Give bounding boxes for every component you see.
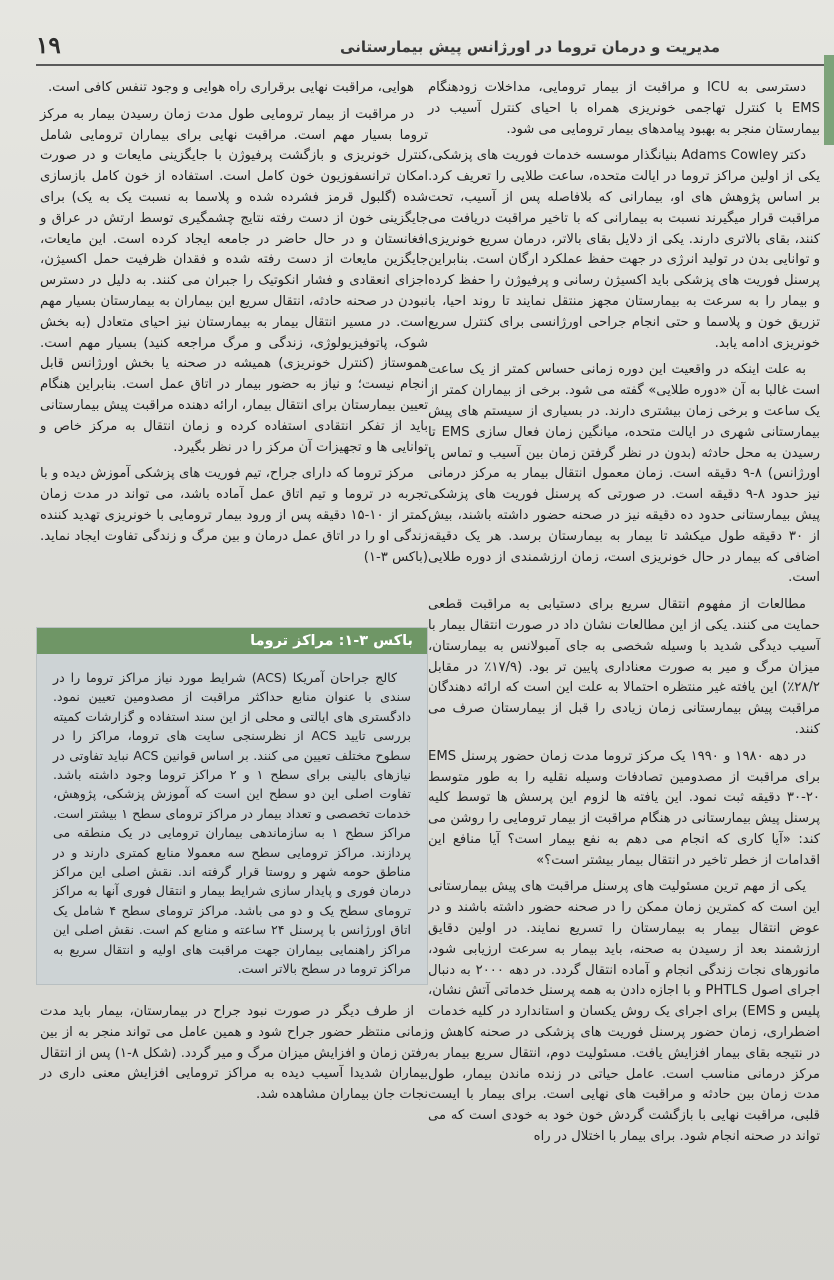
paragraph: یکی از مهم ترین مسئولیت های پرسنل مراقبت های پیش بیمارستانی این است که کمترین زمان ممکن را در صحنه حضور داشته باشند و در عوض انتقال بیمار به بیمارستان را تسریع نمایند. در اولین دقایق ارزشمند بعد از رسیدن به صحنه، باید بیمار به سرعت ارزیابی شود، مانورهای نجات زندگی انجام و آماده انتقال گردد. در دهه ۲۰۰۰ به دنبال اجرای اصول PHTLS و با اجازه دادن به همه پرسنل خدماتی آتش نشان، پلیس و EMS) برای اجرای یک روش یکسان و استاندارد در کلیه خدمات اضطراری، زمان حضور پرسنل فوریت های پزشکی در صحنه کاهش و در نتیجه بقای بیمار افزایش یافت. مسئولیت دوم، انتقال سریع بیمار به مرکز درمانی مناسب است. عامل حیاتی در زنده ماندن بیمار، طول مدت زمان بین حادثه و مراقبت های نهایی است. برای بیمار با ایست قلبی، مراقبت نهایی با بازگشت گردش خون خود به خودی است که می تواند در صحنه انجام شود. برای بیمار با اختلال در راه bbox=[428, 879, 820, 1145]
paragraph: در مراقبت از بیمار ترومایی طول مدت زمان رسیدن بیمار به مرکز تروما بسیار مهم است. مراقبت نهایی برای بیماران ترومایی شامل کنترل خونریزی و بازگشت پرفیوژن با جایگزینی مایعات و در صورت امکان ترانسفوزیون خون کامل است. استفاده از خون کامل بازسازی شده (گلبول قرمز فشرده شده و پلاسما به نسبت یک به یک) برای جایگزینی خون از دست رفته نتایج چشمگیری توسط ارتش در عراق و افغانستان و در حال حاضر در جامعه ایجاد کرده است. این مایعات، جایگزین مایعات از دست رفته شده و فقدان ظرفیت حمل اکسیژن، اجزای انعقادی و فشار انکوتیک را جبران می کنند. به دلیل در دسترس نبودن در صحنه حادثه، انتقال سریع این بیماران به بیمارستان بسیار مهم است. در مسیر انتقال بیمار به بیمارستان نیز احیای متعادل (به بخش شوک، پاتوفیزیولوژی، زندگی و مرگ مراجعه کنید) بسیار مهم است. هموستاز (کنترل خونریزی) همیشه در صحنه یا بخش اورژانس قابل انجام نیست؛ و نیاز به حضور بیمار در اتاق عمل است. بنابراین هنگام تعیین بیمارستان برای انتقال بیمار، ارائه دهنده مراقبت پیش بیمارستانی باید از تفکر انتقادی استفاده کرده و زمان انتقال به مرکز خاص و توانایی ها و تجهیزات آن مرکز را در نظر بگیرد. bbox=[40, 106, 428, 455]
box-title: باکس ۳-۱: مراکز تروما bbox=[37, 628, 427, 654]
left-column-bottom bbox=[40, 1002, 428, 1112]
paragraph: دکتر Adams Cowley بنیانگذار موسسه خدمات فوریت های پزشکی، یکی از اولین مراکز تروما در ایالت متحده، ساعت طلایی را تعریف کرد. بر اساس پژوهش های او، بیمارانی که بلافاصله پس از آسیب، تحت مراقبت قرار میگیرند نسبت به بیمارانی که با تاخیر مراقبت دریافت می کنند، بقای بالاتری دارند. یکی از دلایل بقای بالاتر، درمان سریع خونریزی و توانایی بدن در تولید انرژی در جهت حفظ عملکرد ارگان است. بنابراین پرسنل فوریت های پزشکی باید اکسیژن رسانی و پرفیوژن را حفظ کرده و بیمار را به سرعت به بیمارستان مجهز منتقل نمایند تا روند احیا، با تزریق خون و پلاسما و حتی انجام جراحی اورژانسی برای کنترل سریع خونریزی ادامه یابد. bbox=[428, 148, 820, 351]
box-paragraph: کالج جراحان آمریکا (ACS) شرایط مورد نیاز مراکز تروما را در سندی با عنوان منابع حداکثر مراقبت از مصدومین تعیین نمود. دادگستری های ایالتی و محلی از این سند استفاده و گزارشات کمیته بررسی تایید ACS از نظرسنجی سایت های تروما، مراکز را در سطوح مختلف تعیین می کنند. بر اساس قوانین ACS نباید تفاوتی در نیازهای بالینی برای سطح ۱ و ۲ مراکز تروما وجود داشته باشد. تفاوت اصلی این دو سطح این است که آموزش پزشکی، پژوهش، خدمات تخصصی و تعداد بیمار در مراکز ترومای سطح ۱ بیشتر است. مراکز سطح ۱ به سازماندهی بیماران ترومایی در یک منطقه می پردازند. مراکز ترومایی سطح سه معمولا منابع کمتری دارند و در مناطق حومه شهر و روستا قرار گرفته اند. نقش اصلی این مراکز درمان فوری و پایدار سازی شرایط بیمار و انتقال فوری آنها به مراکز ترومای سطح یک و دو می باشد. مراکز ترومای سطح ۴ شامل یک اتاق اورژانس با پرسنل ۲۴ ساعته و منابع کم است. نقش اصلی این مراکز راهنمایی بیماران جهت مراقبت های اولیه و انتقال سریع به مراکز تروما در سطح بالاتر است. bbox=[53, 670, 412, 977]
left-column-top bbox=[40, 78, 428, 574]
box-body bbox=[37, 654, 427, 987]
right-column bbox=[428, 78, 820, 1154]
paragraph: مرکز تروما که دارای جراح، تیم فوریت های پزشکی آموزش دیده و با تجربه در تروما و تیم اتاق عمل آماده باشد، می تواند در مدت زمان کمتر از ۱۰-۱۵ دقیقه پس از ورود بیمار ترومایی با خونریزی تهدید کننده زندگی او را در اتاق عمل درمان و بین مرگ و زندگی تفاوت ایجاد نماید. (باکس ۳-۱) bbox=[40, 466, 428, 565]
paragraph: دسترسی به ICU و مراقبت از بیمار ترومایی، مداخلات زودهنگام EMS با کنترل تهاجمی خونریزی همراه با احیای کنترل آسیب در بیمارستان منجر به بهبود پیامدهای بیمار ترومایی می شود. bbox=[428, 80, 820, 137]
paragraph: به علت اینکه در واقعیت این دوره زمانی حساس کمتر از یک ساعت است غالبا به آن «دوره طلایی» گفته می شود. برخی از بیماران کمتر از یک ساعت و برخی زمان بیشتری دارند. در بسیاری از سیستم های پیش بیمارستانی شهری در ایالت متحده، میانگین زمان فعال سازی EMS تا رسیدن به محل حادثه (بدون در نظر گرفتن زمان بین آسیب و تماس با اورژانس) ۸-۹ دقیقه است. زمان معمول انتقال بیمار به مرکز درمانی نیز حدود ۸-۹ دقیقه است. در صورتی که پرسنل فوریت های پزشکی پیش بیمارستانی حدود ده دقیقه نیز در صحنه حضور داشته باشند، بیش از ۳۰ دقیقه طول میکشد تا بیمار به بیمارستان برسد. هر یک دقیقه اضافی که بیمار در حال خونریزی است، زمان ارزشمندی از دوره طلایی است. bbox=[428, 362, 820, 586]
header-rule bbox=[36, 64, 830, 66]
paragraph: از طرف دیگر در صورت نبود جراح در بیمارستان، بیمار باید مدت زمانی منتظر حضور جراح شود و همین عامل می تواند منجر به از بین رفتن زمان و افزایش میزان مرگ و میر گردد. (شکل ۸-۱) پس از انتقال بیماران شدیدا آسیب دیده به مراکز ترومایی افزایش معنی داری در نجات جان بیماران مشاهده شد. bbox=[40, 1004, 428, 1103]
chapter-edge-tab bbox=[824, 55, 834, 145]
paragraph: در دهه ۱۹۸۰ و ۱۹۹۰ یک مرکز تروما مدت زمان حضور پرسنل EMS برای مراقبت از مصدومین تصادفات وسیله نقلیه را به طور متوسط ۲۰-۳۰ دقیقه ثبت نمود. این یافته ها لزوم این پرسش ها توسط کلیه پرسنل پیش بیمارستانی در هنگام مراقبت از بیمار ترومایی را روشن می کند: «آیا کاری که انجام می دهم به نفع بیمار است؟ آیا منافع این اقدامات از خطر تاخیر در انتقال بیمار بیشتر است؟» bbox=[428, 748, 820, 868]
running-header: مدیریت و درمان تروما در اورژانس پیش بیمارستانی bbox=[340, 38, 720, 56]
trauma-centers-box bbox=[36, 627, 428, 985]
paragraph: هوایی، مراقبت نهایی برقراری راه هوایی و وجود تنفس کافی است. bbox=[47, 80, 414, 95]
page-number: ۱۹ bbox=[36, 32, 61, 59]
paragraph: مطالعات از مفهوم انتقال سریع برای دستیابی به مراقبت قطعی حمایت می کنند. یکی از این مطالعات نشان داد در صورت انتقال بیمار با آسیب دیدگی شدید با وسیله شخصی به جای آمبولانس به بیمارستان، میزان مرگ و میر به صورت معناداری پایین تر بود. (۱۷/۹٪ در مقابل ۲۸/۲٪) این یافته غیر منتظره احتمالا به علت این است که ارائه دهندگان مراقبت پیش بیمارستانی زمان زیادی را قبل از بیمارستان صرف می کنند. bbox=[428, 597, 821, 737]
